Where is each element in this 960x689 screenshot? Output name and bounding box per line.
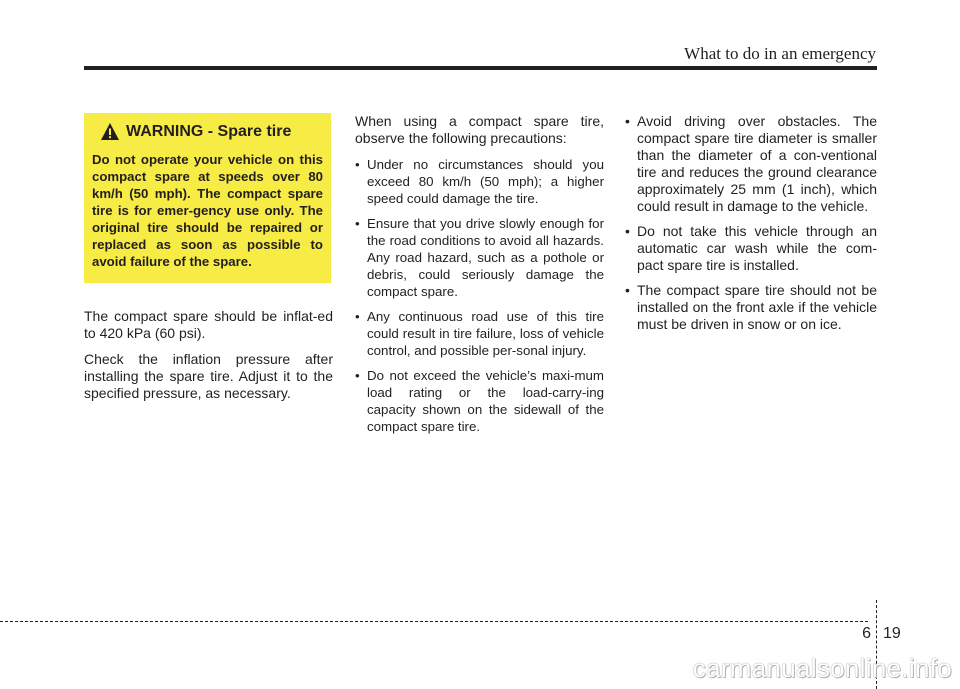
list-item (355, 215, 604, 300)
list-item-text: Under no circumstances should you exceed 80 km/h (50 mph); a higher speed could damage the tire. (367, 157, 604, 206)
warning-triangle-icon (100, 122, 120, 142)
header-rule (84, 66, 877, 70)
precautions-intro: When using a compact spare tire, observe the following precautions: (355, 113, 604, 146)
bullet-icon: • (355, 157, 360, 172)
list-item (625, 282, 877, 333)
footer-divider (0, 621, 868, 622)
list-item-text: Any continuous road use of this tire could result in tire failure, loss of vehicle control, and possible per-sonal injury. (367, 309, 604, 358)
page-number: 19 (883, 625, 901, 642)
warning-text: Do not operate your vehicle on this compact spare at speeds over 80 km/h (50 mph). The compact spare tire is for emer-gency use only. The original tire should be repaired or replaced as soon as possible to avoid failure of the spare. (92, 152, 323, 269)
bullet-icon: • (355, 309, 360, 324)
list-item-text: Ensure that you drive slowly enough for the road conditions to avoid all hazards. Any road hazard, such as a pothole or debris, could seriously damage the compact spare. (367, 216, 604, 299)
column-left (84, 308, 333, 411)
section-title: What to do in an emergency (684, 44, 876, 63)
list-item-text: Do not take this vehicle through an automatic car wash while the com-pact spare tire is installed. (637, 223, 877, 273)
list-item (625, 113, 877, 215)
list-item (355, 367, 604, 435)
bullet-icon: • (355, 216, 360, 231)
list-item-text: Do not exceed the vehicle’s maxi-mum load rating or the load-carry-ing capacity shown on the sidewall of the compact spare tire. (367, 368, 604, 434)
warning-title-row (100, 121, 323, 143)
list-item-text: The compact spare tire should not be installed on the front axle if the vehicle must be driven in snow or on ice. (637, 282, 877, 332)
warning-box (84, 113, 331, 283)
bullet-icon: • (625, 223, 630, 239)
list-item (355, 156, 604, 207)
list-item (355, 308, 604, 359)
watermark: carmanualsonline.info (692, 653, 952, 683)
bullet-icon: • (625, 282, 630, 298)
chapter-number: 6 (862, 625, 871, 642)
list-item (625, 223, 877, 274)
column-middle (355, 113, 604, 443)
column-right (625, 113, 877, 341)
bullet-icon: • (625, 113, 630, 129)
precautions-list-continued (625, 113, 877, 333)
precautions-list (355, 156, 604, 435)
warning-title: WARNING - Spare tire (126, 123, 292, 140)
list-item-text: Avoid driving over obstacles. The compact spare tire diameter is smaller than the diameter of a con-ventional tire and reduces the ground clearance approximately 25 mm (1 inch), which could result in damage to the vehicle. (637, 113, 877, 214)
paragraph: Check the inflation pressure after installing the spare tire. Adjust it to the specified pressure, as necessary. (84, 351, 333, 401)
paragraph: The compact spare should be inflat-ed to 420 kPa (60 psi). (84, 308, 333, 341)
bullet-icon: • (355, 368, 360, 383)
